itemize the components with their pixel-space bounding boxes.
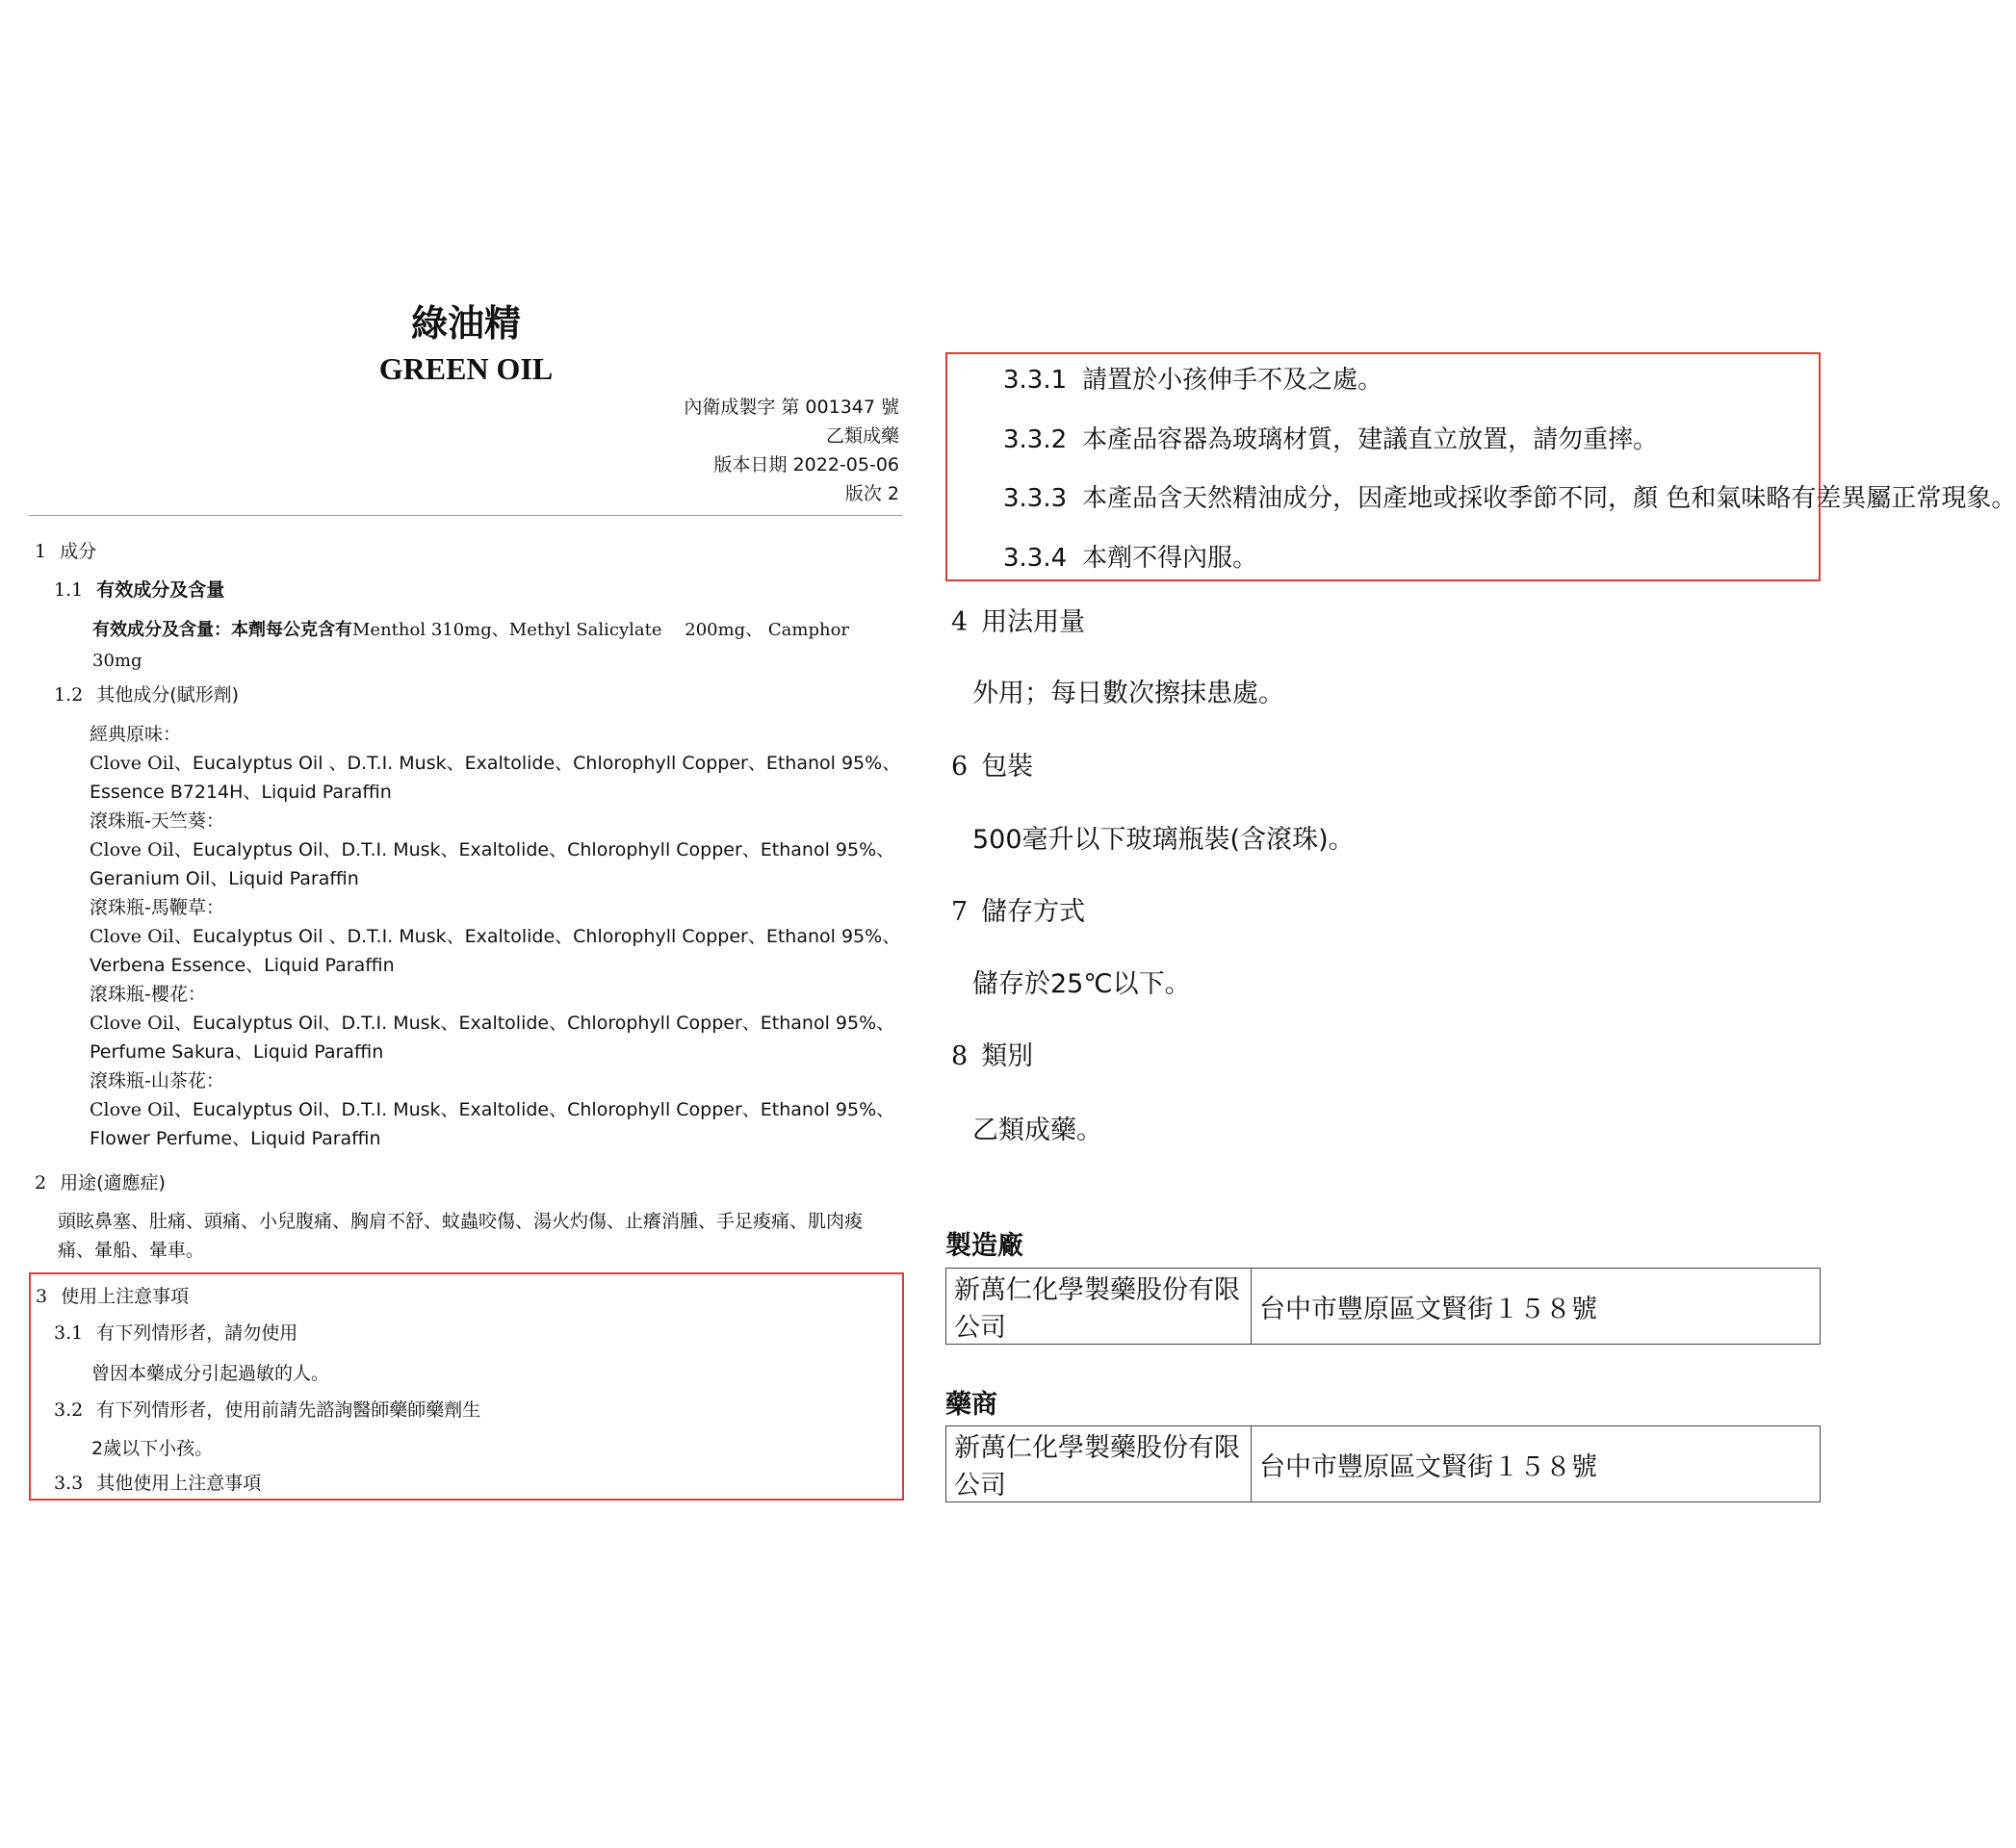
section-4-heading (951, 601, 1085, 638)
indications-line: 頭眩鼻塞、肚痛、頭痛、小兒腹痛、胸肩不舒、蚊蟲咬傷、湯火灼傷、止癢消腫、手足痠痛、肌肉痠 (58, 1211, 864, 1232)
note-3-3-3 (1003, 478, 2016, 514)
section-number: 1.1 (54, 579, 84, 601)
active-ingredients-text (92, 616, 901, 645)
note-3-3-1 (1003, 360, 1383, 396)
manufacturer-heading: 製造廠 (945, 1231, 1023, 1261)
section-number: 8 (951, 1041, 969, 1071)
drug-class-label: 乙類成藥 (825, 425, 899, 447)
variant-ingredients-line (90, 835, 908, 864)
note-number: 3.3.3 (1003, 484, 1068, 513)
section-title: 有效成分及含量 (96, 579, 225, 601)
section-title: 成分 (60, 541, 97, 562)
section-3-heading (36, 1282, 189, 1308)
section-1-1-heading (54, 576, 224, 602)
variant-rest: 、Eucalyptus Oil、D.T.I. Musk、Exaltolide、Chlorophyll Copper、Ethanol 95%、 (173, 1099, 895, 1120)
distributor-table (945, 1425, 1821, 1502)
variant-ingredients-line (90, 922, 908, 951)
variant-lead: Clove Oil (90, 839, 174, 860)
license-number: 內衛成製字 第 001347 號 (684, 397, 899, 418)
section-8-heading (951, 1035, 1033, 1072)
section-number: 2 (35, 1172, 47, 1194)
note-text: 本產品含天然精油成分，因產地或採收季節不同，顏 色和氣味略有差異屬正常現象。 (1082, 484, 2016, 513)
note-3-3-2 (1003, 420, 1658, 455)
section-number: 1 (35, 541, 47, 562)
variant-label: 滾珠瓶-天竺葵： (90, 810, 224, 832)
variant-rest: 、Eucalyptus Oil 、D.T.I. Musk、Exaltolide、Chlorophyll Copper、Ethanol 95%、 (173, 926, 901, 947)
section-3-2-heading (54, 1396, 480, 1422)
variant-label: 滾珠瓶-櫻花： (90, 984, 206, 1005)
note-text: 本產品容器為玻璃材質，建議直立放置，請勿重摔。 (1082, 425, 1659, 454)
section-2-heading (35, 1168, 166, 1194)
version-number: 版次 2 (844, 483, 899, 504)
active-ingredients-tail: 30mg (92, 651, 142, 671)
consult-text: 2歲以下小孩。 (91, 1438, 214, 1459)
variant-rest: 、Eucalyptus Oil、D.T.I. Musk、Exaltolide、Chlorophyll Copper、Ethanol 95%、 (173, 839, 895, 860)
note-text: 請置於小孩伸手不及之處。 (1082, 366, 1383, 395)
section-title: 有下列情形者，使用前請先諮詢醫師藥師藥劑生 (96, 1399, 481, 1421)
indications-line: 痛、暈船、暈車。 (58, 1240, 205, 1261)
note-number: 3.3.4 (1003, 544, 1068, 573)
category-text: 乙類成藥。 (972, 1116, 1102, 1145)
variant-ingredients-line (90, 1009, 908, 1038)
table-row (946, 1426, 1821, 1502)
note-number: 3.3.2 (1003, 425, 1068, 454)
section-title: 其他使用上注意事項 (96, 1473, 262, 1494)
section-3-1-heading (54, 1319, 297, 1345)
variant-ingredients-line (90, 749, 908, 778)
company-address-cell: 台中市豐原區文賢街１５８號 (1252, 1426, 1821, 1502)
variant-ingredients-line: Verbena Essence、Liquid Paraffin (90, 955, 395, 976)
section-title: 用法用量 (981, 607, 1086, 637)
variant-rest: 、Eucalyptus Oil 、D.T.I. Musk、Exaltolide、Chlorophyll Copper、Ethanol 95%、 (173, 753, 901, 774)
storage-text: 儲存於25℃以下。 (972, 969, 1191, 999)
variant-ingredients-line: Essence B7214H、Liquid Paraffin (90, 782, 392, 803)
note-text: 本劑不得內服。 (1082, 544, 1258, 573)
section-number: 3.2 (54, 1399, 84, 1421)
section-title: 包裝 (981, 752, 1034, 782)
section-title: 有下列情形者，請勿使用 (96, 1322, 298, 1344)
note-number: 3.3.1 (1003, 366, 1068, 395)
version-date: 版本日期 2022-05-06 (713, 454, 899, 475)
dosage-text: 外用；每日數次擦抹患處。 (972, 679, 1284, 708)
section-number: 3.1 (54, 1322, 84, 1344)
section-title: 使用上注意事項 (61, 1286, 190, 1307)
table-row (946, 1269, 1821, 1345)
variant-lead: Clove Oil (90, 1099, 174, 1120)
section-number: 3 (36, 1286, 48, 1307)
section-number: 1.2 (54, 684, 84, 706)
variant-lead: Clove Oil (90, 1013, 174, 1034)
header-divider (29, 515, 903, 516)
active-ingredients-label: 有效成分及含量：本劑每公克含有 (92, 620, 352, 640)
note-3-3-4 (1003, 538, 1257, 574)
section-1-2-heading (54, 680, 239, 706)
section-7-heading (951, 890, 1085, 928)
section-number: 6 (951, 752, 969, 782)
manufacturer-table (945, 1268, 1821, 1345)
variant-ingredients-line (90, 1095, 908, 1124)
contraindication-text: 曾因本藥成分引起過敏的人。 (91, 1363, 330, 1384)
variant-label: 滾珠瓶-馬鞭草： (90, 897, 224, 918)
title-chinese: 綠油精 (410, 302, 521, 345)
variant-rest: 、Eucalyptus Oil、D.T.I. Musk、Exaltolide、Chlorophyll Copper、Ethanol 95%、 (173, 1013, 895, 1034)
section-number: 3.3 (54, 1473, 84, 1494)
section-3-3-heading (54, 1469, 261, 1495)
variant-label: 經典原味： (90, 724, 182, 745)
title-english: GREEN OIL (378, 351, 554, 386)
section-title: 儲存方式 (981, 897, 1086, 927)
variant-lead: Clove Oil (90, 753, 174, 774)
variant-lead: Clove Oil (90, 926, 174, 947)
section-title: 類別 (981, 1041, 1034, 1071)
company-name-cell: 新萬仁化學製藥股份有限公司 (946, 1426, 1252, 1502)
section-number: 4 (951, 607, 969, 637)
section-number: 7 (951, 897, 969, 927)
excipient-variants (90, 720, 908, 1153)
company-name-cell: 新萬仁化學製藥股份有限公司 (946, 1269, 1252, 1345)
section-6-heading (951, 745, 1033, 783)
section-title: 用途(適應症) (60, 1172, 166, 1194)
active-ingredients-values: Menthol 310mg、Methyl Salicylate 200mg、 Camphor (352, 620, 850, 640)
section-1-heading (35, 537, 96, 563)
variant-ingredients-line: Geranium Oil、Liquid Paraffin (90, 868, 359, 889)
variant-ingredients-line: Perfume Sakura、Liquid Paraffin (90, 1041, 384, 1063)
packaging-text: 500毫升以下玻璃瓶裝(含滾珠)。 (972, 825, 1355, 855)
section-title: 其他成分(賦形劑) (96, 684, 240, 706)
distributor-heading: 藥商 (945, 1390, 997, 1420)
company-address-cell: 台中市豐原區文賢街１５８號 (1252, 1269, 1821, 1345)
variant-ingredients-line: Flower Perfume、Liquid Paraffin (90, 1128, 381, 1149)
variant-label: 滾珠瓶-山茶花： (90, 1070, 224, 1091)
